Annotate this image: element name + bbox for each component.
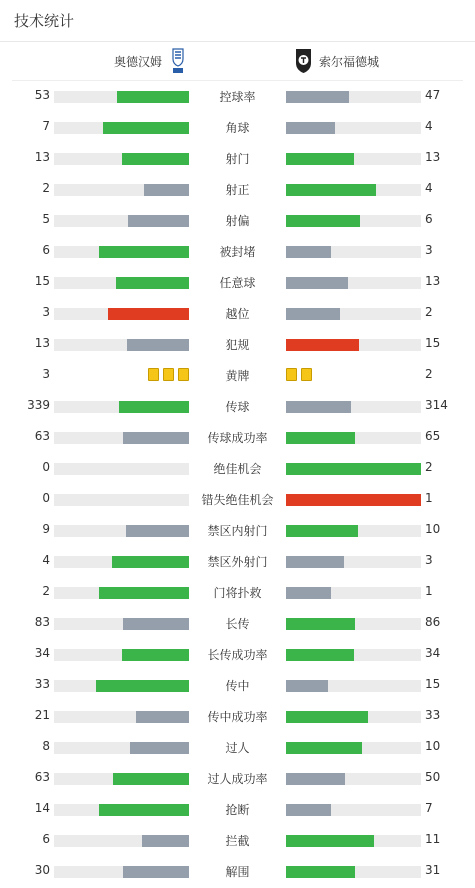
home-bar-fill xyxy=(108,308,189,320)
away-value: 10 xyxy=(425,739,441,753)
stat-label: 传球 xyxy=(225,400,250,414)
away-value: 3 xyxy=(425,243,433,257)
away-yellow-cards xyxy=(286,368,312,382)
home-value: 83 xyxy=(34,615,50,629)
stat-row xyxy=(0,732,475,763)
stat-label: 传中成功率 xyxy=(207,710,268,724)
stat-label: 传球成功率 xyxy=(207,431,268,445)
home-bar-fill xyxy=(113,773,189,785)
home-bar-track xyxy=(54,711,189,723)
home-bar-fill xyxy=(103,122,189,134)
yellow-card-icon xyxy=(286,368,297,381)
away-value: 65 xyxy=(425,429,441,443)
stat-label: 角球 xyxy=(225,121,250,135)
away-bar-fill xyxy=(286,122,335,134)
home-bar-track xyxy=(54,556,189,568)
away-bar-track xyxy=(286,711,421,723)
stat-row xyxy=(0,577,475,608)
away-value: 2 xyxy=(425,367,433,381)
home-bar-track xyxy=(54,432,189,444)
stat-row xyxy=(0,701,475,732)
away-bar-track xyxy=(286,463,421,475)
home-bar-fill xyxy=(122,153,190,165)
home-value: 34 xyxy=(34,646,50,660)
away-bar-fill xyxy=(286,680,328,692)
home-value: 2 xyxy=(42,181,50,195)
away-bar-fill xyxy=(286,339,359,351)
home-bar-track xyxy=(54,680,189,692)
stat-label: 解围 xyxy=(225,865,250,879)
stat-label: 禁区外射门 xyxy=(207,555,268,569)
home-value: 21 xyxy=(34,708,50,722)
stat-label: 射偏 xyxy=(225,214,250,228)
home-bar-fill xyxy=(117,91,189,103)
home-bar-fill xyxy=(119,401,189,413)
home-bar-fill xyxy=(99,246,189,258)
away-bar-fill xyxy=(286,401,351,413)
home-value: 13 xyxy=(34,336,50,350)
home-value: 9 xyxy=(42,522,50,536)
home-bar-fill xyxy=(123,618,189,630)
stat-label: 射正 xyxy=(225,183,250,197)
home-bar-track xyxy=(54,246,189,258)
away-bar-track xyxy=(286,680,421,692)
home-bar-fill xyxy=(127,339,189,351)
home-bar-track xyxy=(54,618,189,630)
away-bar-fill xyxy=(286,649,354,661)
away-bar-track xyxy=(286,866,421,878)
away-bar-fill xyxy=(286,494,421,506)
stat-label: 犯规 xyxy=(225,338,250,352)
yellow-card-icon xyxy=(148,368,159,381)
stat-row xyxy=(0,794,475,825)
home-value: 15 xyxy=(34,274,50,288)
away-value: 13 xyxy=(425,150,441,164)
away-bar-fill xyxy=(286,835,374,847)
stat-row xyxy=(0,515,475,546)
away-bar-track xyxy=(286,153,421,165)
away-value: 3 xyxy=(425,553,433,567)
away-bar-track xyxy=(286,91,421,103)
stats-header xyxy=(0,0,475,42)
home-bar-track xyxy=(54,184,189,196)
stat-label: 被封堵 xyxy=(219,245,256,259)
stat-label: 越位 xyxy=(225,307,250,321)
stat-label: 抢断 xyxy=(225,803,250,817)
away-bar-track xyxy=(286,618,421,630)
home-bar-fill xyxy=(112,556,189,568)
away-bar-fill xyxy=(286,525,358,537)
home-value: 4 xyxy=(42,553,50,567)
away-value: 1 xyxy=(425,491,433,505)
yellow-card-icon xyxy=(178,368,189,381)
home-bar-fill xyxy=(126,525,189,537)
away-bar-track xyxy=(286,804,421,816)
home-bar-fill xyxy=(116,277,189,289)
home-value: 6 xyxy=(42,832,50,846)
home-bar-fill xyxy=(122,649,190,661)
away-bar-fill xyxy=(286,773,345,785)
stat-label: 过人 xyxy=(225,741,250,755)
away-bar-fill xyxy=(286,618,355,630)
home-bar-track xyxy=(54,122,189,134)
home-bar-fill xyxy=(123,866,189,878)
away-bar-fill xyxy=(286,866,355,878)
stat-row xyxy=(0,329,475,360)
stat-label: 过人成功率 xyxy=(207,772,268,786)
away-bar-track xyxy=(286,835,421,847)
page-title: 技术统计 xyxy=(14,12,75,30)
home-value: 3 xyxy=(42,367,50,381)
home-bar-track xyxy=(54,153,189,165)
home-bar-track xyxy=(54,525,189,537)
away-bar-fill xyxy=(286,308,340,320)
home-bar-track xyxy=(54,866,189,878)
stat-label: 门将扑救 xyxy=(213,586,262,600)
home-bar-fill xyxy=(142,835,189,847)
home-bar-track xyxy=(54,649,189,661)
home-bar-track xyxy=(54,277,189,289)
away-team-crest-icon xyxy=(295,48,312,74)
away-value: 47 xyxy=(425,88,441,102)
away-bar-track xyxy=(286,556,421,568)
home-bar-track xyxy=(54,308,189,320)
away-bar-fill xyxy=(286,587,331,599)
away-bar-fill xyxy=(286,804,331,816)
home-bar-track xyxy=(54,339,189,351)
away-value: 34 xyxy=(425,646,441,660)
home-value: 339 xyxy=(27,398,50,412)
away-value: 11 xyxy=(425,832,441,846)
away-bar-fill xyxy=(286,153,354,165)
home-team-crest-icon xyxy=(170,47,186,75)
home-value: 13 xyxy=(34,150,50,164)
away-value: 15 xyxy=(425,336,441,350)
home-bar-fill xyxy=(130,742,189,754)
stat-row xyxy=(0,267,475,298)
away-bar-fill xyxy=(286,711,368,723)
away-value: 7 xyxy=(425,801,433,815)
home-value: 30 xyxy=(34,863,50,877)
stat-row xyxy=(0,298,475,329)
away-bar-track xyxy=(286,401,421,413)
away-bar-track xyxy=(286,742,421,754)
stat-row xyxy=(0,422,475,453)
away-bar-track xyxy=(286,587,421,599)
stat-label: 控球率 xyxy=(219,90,256,104)
stat-label: 拦截 xyxy=(225,834,250,848)
away-value: 4 xyxy=(425,181,433,195)
home-value: 14 xyxy=(34,801,50,815)
away-value: 4 xyxy=(425,119,433,133)
away-value: 2 xyxy=(425,460,433,474)
stat-row xyxy=(0,174,475,205)
away-value: 314 xyxy=(425,398,448,412)
away-value: 15 xyxy=(425,677,441,691)
home-bar-track xyxy=(54,835,189,847)
away-bar-track xyxy=(286,494,421,506)
home-value: 2 xyxy=(42,584,50,598)
home-value: 0 xyxy=(42,460,50,474)
away-value: 1 xyxy=(425,584,433,598)
home-value: 63 xyxy=(34,429,50,443)
yellow-card-icon xyxy=(163,368,174,381)
stat-row xyxy=(0,205,475,236)
home-bar-fill xyxy=(99,804,189,816)
stat-label: 传中 xyxy=(225,679,250,693)
away-bar-fill xyxy=(286,277,348,289)
home-bar-fill xyxy=(136,711,189,723)
away-bar-track xyxy=(286,308,421,320)
stat-label: 禁区内射门 xyxy=(207,524,268,538)
away-bar-track xyxy=(286,773,421,785)
home-value: 63 xyxy=(34,770,50,784)
stat-row xyxy=(0,825,475,856)
stat-row xyxy=(0,546,475,577)
away-bar-track xyxy=(286,277,421,289)
stat-row xyxy=(0,484,475,515)
stat-row xyxy=(0,608,475,639)
away-value: 33 xyxy=(425,708,441,722)
away-bar-track xyxy=(286,184,421,196)
home-yellow-cards xyxy=(148,368,189,382)
away-bar-fill xyxy=(286,91,349,103)
home-bar-track xyxy=(54,494,189,506)
home-bar-fill xyxy=(96,680,189,692)
home-bar-fill xyxy=(123,432,189,444)
away-value: 31 xyxy=(425,863,441,877)
stat-label: 绝佳机会 xyxy=(213,462,262,476)
stat-row xyxy=(0,360,475,391)
away-bar-track xyxy=(286,246,421,258)
away-bar-fill xyxy=(286,463,421,475)
home-value: 6 xyxy=(42,243,50,257)
stat-row xyxy=(0,391,475,422)
home-bar-track xyxy=(54,742,189,754)
away-bar-track xyxy=(286,215,421,227)
stat-row xyxy=(0,236,475,267)
away-bar-track xyxy=(286,649,421,661)
away-value: 13 xyxy=(425,274,441,288)
away-bar-fill xyxy=(286,184,376,196)
stat-row xyxy=(0,639,475,670)
home-bar-track xyxy=(54,215,189,227)
home-bar-fill xyxy=(144,184,189,196)
away-bar-fill xyxy=(286,215,360,227)
home-bar-fill xyxy=(128,215,189,227)
home-value: 8 xyxy=(42,739,50,753)
home-bar-track xyxy=(54,587,189,599)
stat-label: 长传 xyxy=(225,617,250,631)
stat-row xyxy=(0,763,475,794)
home-bar-fill xyxy=(99,587,189,599)
away-bar-fill xyxy=(286,246,331,258)
away-bar-track xyxy=(286,122,421,134)
stat-row xyxy=(0,81,475,112)
home-value: 7 xyxy=(42,119,50,133)
home-team-name: 奥德汉姆 xyxy=(113,55,162,69)
stat-label: 任意球 xyxy=(219,276,256,290)
away-team-name: 索尔福德城 xyxy=(319,55,380,69)
stat-row xyxy=(0,112,475,143)
away-value: 86 xyxy=(425,615,441,629)
stat-label: 射门 xyxy=(225,152,250,166)
stat-row xyxy=(0,453,475,484)
stat-row xyxy=(0,143,475,174)
stat-row xyxy=(0,856,475,887)
away-value: 6 xyxy=(425,212,433,226)
home-value: 33 xyxy=(34,677,50,691)
home-value: 3 xyxy=(42,305,50,319)
away-bar-track xyxy=(286,339,421,351)
stat-label: 长传成功率 xyxy=(207,648,268,662)
home-bar-track xyxy=(54,773,189,785)
yellow-card-icon xyxy=(301,368,312,381)
away-value: 10 xyxy=(425,522,441,536)
home-bar-track xyxy=(54,91,189,103)
home-value: 0 xyxy=(42,491,50,505)
home-value: 53 xyxy=(34,88,50,102)
stat-row xyxy=(0,670,475,701)
away-bar-track xyxy=(286,432,421,444)
home-bar-track xyxy=(54,401,189,413)
home-value: 5 xyxy=(42,212,50,226)
teams-header xyxy=(0,41,475,81)
away-bar-fill xyxy=(286,742,362,754)
home-bar-track xyxy=(54,804,189,816)
home-bar-track xyxy=(54,463,189,475)
away-bar-track xyxy=(286,525,421,537)
away-bar-fill xyxy=(286,432,355,444)
away-value: 50 xyxy=(425,770,441,784)
away-bar-fill xyxy=(286,556,344,568)
stat-label: 黄牌 xyxy=(225,369,250,383)
stat-label: 错失绝佳机会 xyxy=(201,493,274,507)
away-value: 2 xyxy=(425,305,433,319)
